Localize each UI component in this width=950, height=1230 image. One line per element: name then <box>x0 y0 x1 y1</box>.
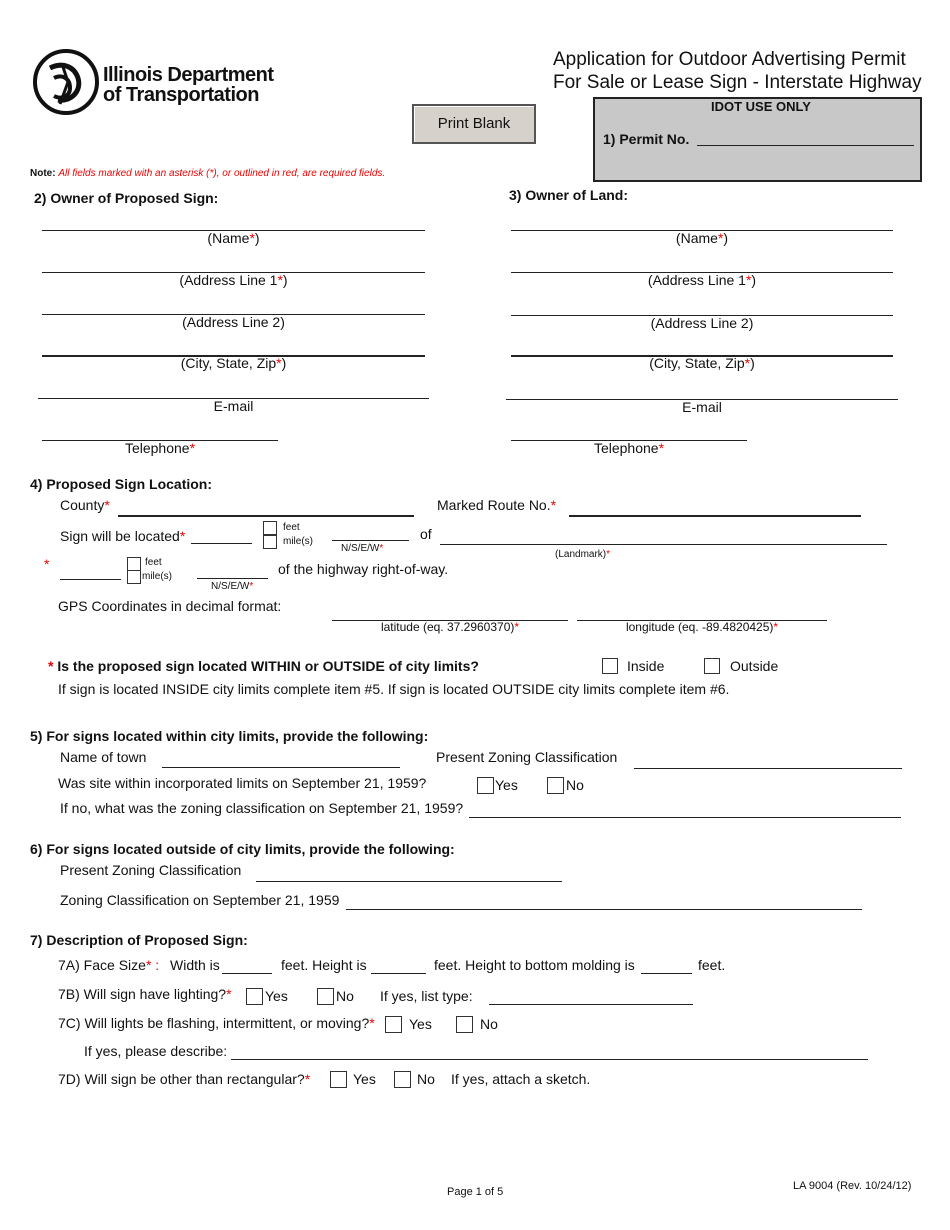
lighting-type-field[interactable] <box>489 1004 693 1005</box>
owner-sign-address2-caption: (Address Line 2) <box>182 314 285 330</box>
page-number: Page 1 of 5 <box>447 1186 504 1198</box>
print-blank-label: Print Blank <box>437 115 511 132</box>
direction2-caption: N/S/E/W* <box>211 581 254 592</box>
print-blank-button[interactable] <box>412 104 536 144</box>
county-field[interactable] <box>118 515 414 517</box>
distance2-feet-label: feet <box>145 557 162 568</box>
owner-sign-heading: 2) Owner of Proposed Sign: <box>34 190 219 206</box>
latitude-caption: latitude (eq. 37.2960370)* <box>380 620 520 634</box>
owner-land-city-caption: (City, State, Zip*) <box>649 355 755 371</box>
owner-land-email-caption: E-mail <box>682 399 722 415</box>
width-is-label: Width is <box>170 957 220 973</box>
required-note <box>30 168 385 179</box>
owner-sign-name-caption: (Name*) <box>207 230 260 246</box>
feet-end-label: feet. <box>698 957 726 973</box>
flashing-yes-label: Yes <box>409 1016 432 1032</box>
owner-sign-city-caption: (City, State, Zip*) <box>180 355 287 371</box>
form-title-line1: Application for Outdoor Advertising Permit <box>553 49 906 70</box>
distance2-feet-checkbox[interactable] <box>127 557 141 571</box>
distance1-feet-checkbox[interactable] <box>263 521 277 535</box>
outside-zoning-1959-label: Zoning Classification on September 21, 1959 <box>60 892 340 908</box>
distance1-feet-label: feet <box>283 522 300 533</box>
distance1-miles-checkbox[interactable] <box>263 535 277 549</box>
distance2-field[interactable] <box>60 579 121 580</box>
outside-city-heading: 6) For signs located outside of city limits, provide the following: <box>30 841 455 857</box>
logo-line2: of Transportation <box>103 84 259 106</box>
landmark-caption: (Landmark)* <box>555 549 611 560</box>
direction1-field[interactable] <box>332 540 409 541</box>
permit-no-field[interactable] <box>697 145 914 146</box>
owner-land-address2-caption: (Address Line 2) <box>650 315 754 331</box>
idot-logo <box>32 48 100 116</box>
owner-land-telephone-caption: Telephone* <box>593 440 665 456</box>
row-required-asterisk: * <box>44 556 50 572</box>
right-of-way-label: of the highway right-of-way. <box>278 561 449 577</box>
lighting-yes-checkbox[interactable] <box>246 988 263 1005</box>
landmark-field[interactable] <box>440 544 887 545</box>
distance2-miles-label: mile(s) <box>142 571 172 582</box>
within-zoning-label: Present Zoning Classification <box>436 749 618 765</box>
flashing-question: 7C) Will lights be flashing, intermittent, or moving?* <box>58 1015 375 1031</box>
form-number: LA 9004 (Rev. 10/24/12) <box>793 1180 912 1192</box>
height-is-label: feet. Height is <box>281 957 367 973</box>
incorporated-no-label: No <box>566 777 584 793</box>
bottom-molding-field[interactable] <box>641 973 692 974</box>
distance2-miles-checkbox[interactable] <box>127 570 141 584</box>
description-heading: 7) Description of Proposed Sign: <box>30 932 248 948</box>
rectangular-no-checkbox[interactable] <box>394 1071 411 1088</box>
owner-land-name-caption: (Name*) <box>675 230 729 246</box>
marked-route-label: Marked Route No.* <box>437 497 557 513</box>
direction1-caption: N/S/E/W* <box>341 543 384 554</box>
lighting-no-label: No <box>336 988 354 1004</box>
city-limits-instructions: If sign is located INSIDE city limits complete item #5. If sign is located OUTSIDE city limits complete item #6. <box>58 681 730 697</box>
describe-label: If yes, please describe: <box>84 1043 228 1059</box>
within-zoning-field[interactable] <box>634 768 902 769</box>
outside-label: Outside <box>730 658 779 674</box>
inside-label: Inside <box>627 658 665 674</box>
attach-sketch-label: If yes, attach a sketch. <box>451 1071 591 1087</box>
face-size-label: 7A) Face Size* : <box>58 957 160 973</box>
owner-sign-address1-caption: (Address Line 1*) <box>179 272 288 288</box>
rectangular-yes-label: Yes <box>353 1071 376 1087</box>
list-type-label: If yes, list type: <box>380 988 473 1004</box>
form-title-line2: For Sale or Lease Sign - Interstate Highway <box>553 72 922 93</box>
rectangular-no-label: No <box>417 1071 435 1087</box>
town-name-field[interactable] <box>162 767 400 768</box>
outside-present-zoning-field[interactable] <box>256 881 562 882</box>
distance1-miles-label: mile(s) <box>283 536 313 547</box>
incorporated-question: Was site within incorporated limits on September 21, 1959? <box>58 775 427 791</box>
note-text: All fields marked with an asterisk (*), or outlined in red, are required fields. <box>58 168 386 179</box>
permit-no-label: 1) Permit No. <box>603 131 690 147</box>
idot-logo-icon <box>32 48 100 116</box>
height-field[interactable] <box>371 973 426 974</box>
if-no-zoning-field[interactable] <box>469 817 901 818</box>
inside-checkbox[interactable] <box>602 658 618 674</box>
county-label: County* <box>60 497 110 513</box>
lighting-question: 7B) Will sign have lighting?* <box>58 986 232 1002</box>
marked-route-field[interactable] <box>569 515 861 517</box>
owner-sign-telephone-caption: Telephone* <box>124 440 196 456</box>
rectangular-yes-checkbox[interactable] <box>330 1071 347 1088</box>
logo-line1: Illinois Department <box>103 64 274 86</box>
direction2-field[interactable] <box>197 578 268 579</box>
incorporated-no-checkbox[interactable] <box>547 777 564 794</box>
lighting-yes-label: Yes <box>265 988 288 1004</box>
owner-sign-email-caption: E-mail <box>213 398 254 414</box>
outside-present-zoning-label: Present Zoning Classification <box>60 862 242 878</box>
location-heading: 4) Proposed Sign Location: <box>30 476 213 492</box>
width-field[interactable] <box>222 973 272 974</box>
outside-zoning-1959-field[interactable] <box>346 909 862 910</box>
flashing-yes-checkbox[interactable] <box>385 1016 402 1033</box>
owner-land-heading: 3) Owner of Land: <box>509 187 628 203</box>
rectangular-question: 7D) Will sign be other than rectangular?* <box>58 1071 311 1087</box>
height-bottom-label: feet. Height to bottom molding is <box>434 957 635 973</box>
city-limits-question: * Is the proposed sign located WITHIN or OUTSIDE of city limits? <box>48 658 479 674</box>
idot-use-only-box <box>593 97 922 182</box>
longitude-caption: longitude (eq. -89.4820425)* <box>625 620 779 634</box>
within-city-heading: 5) For signs located within city limits, provide the following: <box>30 728 429 744</box>
town-name-label: Name of town <box>60 749 147 765</box>
flashing-no-label: No <box>480 1016 498 1032</box>
incorporated-yes-checkbox[interactable] <box>477 777 494 794</box>
flashing-description-field[interactable] <box>231 1059 868 1060</box>
gps-label: GPS Coordinates in decimal format: <box>58 598 282 614</box>
incorporated-yes-label: Yes <box>495 777 518 793</box>
outside-checkbox[interactable] <box>704 658 720 674</box>
distance1-field[interactable] <box>191 543 252 544</box>
lighting-no-checkbox[interactable] <box>317 988 334 1005</box>
if-no-zoning-label: If no, what was the zoning classification on September 21, 1959? <box>60 800 464 816</box>
flashing-no-checkbox[interactable] <box>456 1016 473 1033</box>
sign-located-label: Sign will be located* <box>60 528 186 544</box>
owner-land-address1-caption: (Address Line 1*) <box>647 272 757 288</box>
note-label: Note: <box>30 168 56 179</box>
of-label: of <box>420 526 432 542</box>
idot-use-only-label: IDOT USE ONLY <box>711 99 811 114</box>
